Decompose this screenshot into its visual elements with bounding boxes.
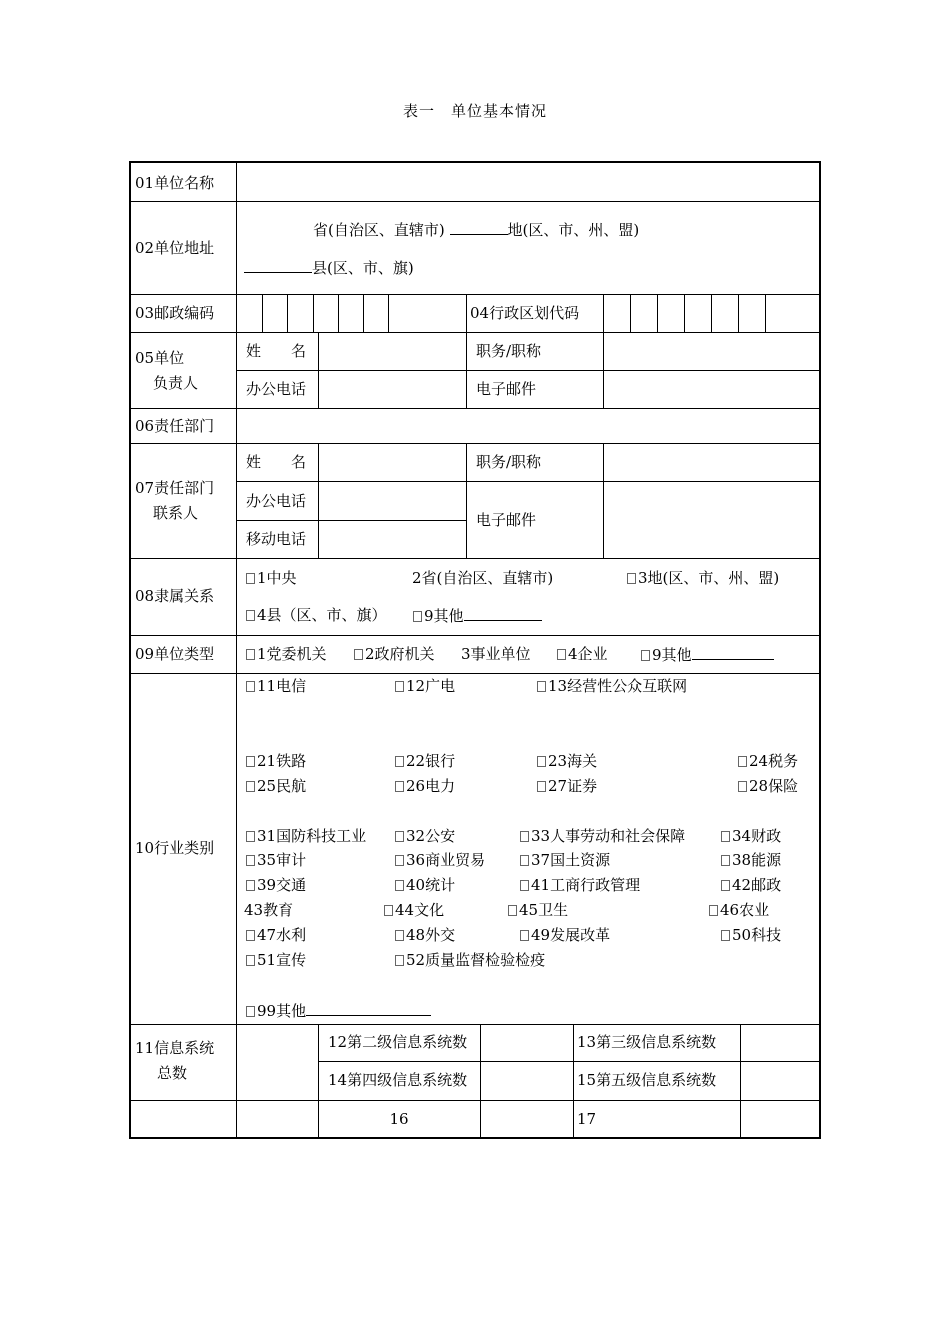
- checkbox-icon[interactable]: [395, 781, 404, 792]
- industry-11[interactable]: 11电信: [246, 677, 306, 695]
- label-unit-type: 09单位类型: [135, 645, 215, 663]
- industry-13[interactable]: 13经营性公众互联网: [537, 677, 687, 695]
- industry-21[interactable]: 21铁路: [246, 752, 306, 770]
- label-unit-head-a: 05单位: [135, 349, 185, 367]
- industry-39[interactable]: 39交通: [246, 876, 306, 894]
- checkbox-icon[interactable]: [537, 756, 546, 767]
- checkbox-icon[interactable]: [395, 855, 404, 866]
- label-postal-code: 03邮政编码: [135, 304, 215, 322]
- unit-type-option-9[interactable]: 9其他: [641, 645, 774, 664]
- industry-32[interactable]: 32公安: [395, 827, 455, 845]
- checkbox-icon[interactable]: [738, 756, 747, 767]
- affiliation-option-4[interactable]: 4县（区、市、旗）: [246, 606, 387, 624]
- industry-44[interactable]: 44文化: [384, 901, 444, 919]
- label-affiliation: 08隶属关系: [135, 587, 215, 605]
- affiliation-other-blank[interactable]: [464, 606, 542, 621]
- checkbox-icon[interactable]: [395, 681, 404, 692]
- checkbox-icon[interactable]: [709, 905, 718, 916]
- checkbox-icon[interactable]: [395, 831, 404, 842]
- checkbox-icon[interactable]: [246, 831, 255, 842]
- label-unit-address: 02单位地址: [135, 239, 215, 257]
- industry-41[interactable]: 41工商行政管理: [520, 876, 640, 894]
- industry-48[interactable]: 48外交: [395, 926, 455, 944]
- label-unit-head-b: 负责人: [153, 374, 199, 392]
- industry-31[interactable]: 31国防科技工业: [246, 827, 366, 845]
- label-contact-title: 职务/职称: [476, 453, 542, 471]
- industry-38[interactable]: 38能源: [721, 851, 781, 869]
- checkbox-icon[interactable]: [738, 781, 747, 792]
- region-blank[interactable]: [450, 220, 508, 235]
- label-contact-email: 电子邮件: [476, 511, 537, 529]
- affiliation-option-3[interactable]: 3地(区、市、州、盟): [627, 569, 779, 587]
- industry-22[interactable]: 22银行: [395, 752, 455, 770]
- affiliation-option-2[interactable]: 2省(自治区、直辖市): [412, 569, 554, 587]
- label-unit-name: 01单位名称: [135, 174, 215, 192]
- unit-type-option-1[interactable]: 1党委机关: [246, 645, 327, 663]
- label-16: 16: [389, 1110, 409, 1128]
- label-email: 电子邮件: [476, 380, 537, 398]
- county-blank[interactable]: [244, 258, 312, 273]
- industry-33[interactable]: 33人事劳动和社会保障: [520, 827, 685, 845]
- industry-45[interactable]: 45卫生: [508, 901, 568, 919]
- industry-27[interactable]: 27证券: [537, 777, 597, 795]
- industry-other-blank[interactable]: [306, 1001, 431, 1016]
- industry-42[interactable]: 42邮政: [721, 876, 781, 894]
- industry-49[interactable]: 49发展改革: [520, 926, 610, 944]
- industry-23[interactable]: 23海关: [537, 752, 597, 770]
- checkbox-icon[interactable]: [520, 855, 529, 866]
- industry-28[interactable]: 28保险: [738, 777, 798, 795]
- industry-50[interactable]: 50科技: [721, 926, 781, 944]
- checkbox-icon[interactable]: [557, 649, 566, 660]
- checkbox-icon[interactable]: [246, 681, 255, 692]
- page-title: 表一 单位基本情况: [402, 102, 547, 120]
- affiliation-option-9[interactable]: 9其他: [413, 606, 542, 625]
- checkbox-icon[interactable]: [395, 930, 404, 941]
- label-industry: 10行业类别: [135, 839, 215, 857]
- unit-info-form: [129, 161, 821, 1139]
- label-level2-count: 12第二级信息系统数: [328, 1033, 468, 1051]
- industry-43[interactable]: 43教育: [244, 901, 294, 919]
- label-contact-name: 姓 名: [246, 453, 307, 471]
- label-office-phone: 办公电话: [246, 380, 307, 398]
- label-level3-count: 13第三级信息系统数: [577, 1033, 717, 1051]
- checkbox-icon[interactable]: [246, 955, 255, 966]
- unit-type-other-blank[interactable]: [692, 645, 774, 660]
- checkbox-icon[interactable]: [508, 905, 517, 916]
- checkbox-icon[interactable]: [641, 650, 650, 661]
- checkbox-icon[interactable]: [246, 649, 255, 660]
- label-contact-a: 07责任部门: [135, 479, 215, 497]
- industry-34[interactable]: 34财政: [721, 827, 781, 845]
- checkbox-icon[interactable]: [413, 611, 422, 622]
- industry-37[interactable]: 37国土资源: [520, 851, 610, 869]
- label-contact-mobile: 移动电话: [246, 530, 307, 548]
- checkbox-icon[interactable]: [520, 880, 529, 891]
- checkbox-icon[interactable]: [354, 649, 363, 660]
- checkbox-icon[interactable]: [246, 756, 255, 767]
- industry-35[interactable]: 35审计: [246, 851, 306, 869]
- address-line-2: 县(区、市、旗): [244, 258, 414, 277]
- industry-52[interactable]: 52质量监督检验检疫: [395, 951, 545, 969]
- label-responsible-dept: 06责任部门: [135, 417, 215, 435]
- checkbox-icon[interactable]: [627, 573, 636, 584]
- industry-99[interactable]: 99其他: [246, 1001, 431, 1020]
- label-admin-code: 04行政区划代码: [470, 304, 580, 322]
- checkbox-icon[interactable]: [520, 930, 529, 941]
- industry-51[interactable]: 51宣传: [246, 951, 306, 969]
- label-contact-office-phone: 办公电话: [246, 492, 307, 510]
- industry-26[interactable]: 26电力: [395, 777, 455, 795]
- label-name: 姓 名: [246, 342, 307, 360]
- unit-type-option-2[interactable]: 2政府机关: [354, 645, 435, 663]
- checkbox-icon[interactable]: [246, 855, 255, 866]
- label-level5-count: 15第五级信息系统数: [577, 1071, 717, 1089]
- checkbox-icon[interactable]: [537, 681, 546, 692]
- affiliation-option-1[interactable]: 1中央: [246, 569, 297, 587]
- checkbox-icon[interactable]: [721, 930, 730, 941]
- checkbox-icon[interactable]: [246, 880, 255, 891]
- label-system-total-b: 总数: [157, 1064, 188, 1082]
- checkbox-icon[interactable]: [395, 955, 404, 966]
- checkbox-icon[interactable]: [246, 1006, 255, 1017]
- label-title: 职务/职称: [476, 342, 542, 360]
- checkbox-icon[interactable]: [520, 831, 529, 842]
- checkbox-icon[interactable]: [395, 880, 404, 891]
- unit-type-option-4[interactable]: 4企业: [557, 645, 608, 663]
- industry-46[interactable]: 46农业: [709, 901, 769, 919]
- checkbox-icon[interactable]: [721, 831, 730, 842]
- industry-12[interactable]: 12广电: [395, 677, 455, 695]
- label-17: 17: [577, 1110, 597, 1128]
- checkbox-icon[interactable]: [246, 573, 255, 584]
- industry-24[interactable]: 24税务: [738, 752, 798, 770]
- industry-36[interactable]: 36商业贸易: [395, 851, 485, 869]
- checkbox-icon[interactable]: [721, 880, 730, 891]
- checkbox-icon[interactable]: [246, 610, 255, 621]
- label-system-total-a: 11信息系统: [135, 1039, 215, 1057]
- label-contact-b: 联系人: [153, 504, 199, 522]
- checkbox-icon[interactable]: [384, 905, 393, 916]
- checkbox-icon[interactable]: [537, 781, 546, 792]
- address-line-1: 省(自治区、直辖市) 地(区、市、州、盟): [313, 221, 640, 239]
- checkbox-icon[interactable]: [246, 930, 255, 941]
- label-level4-count: 14第四级信息系统数: [328, 1071, 468, 1089]
- industry-40[interactable]: 40统计: [395, 876, 455, 894]
- checkbox-icon[interactable]: [395, 756, 404, 767]
- industry-47[interactable]: 47水利: [246, 926, 306, 944]
- checkbox-icon[interactable]: [246, 781, 255, 792]
- checkbox-icon[interactable]: [721, 855, 730, 866]
- unit-type-option-3[interactable]: 3事业单位: [461, 645, 531, 663]
- industry-25[interactable]: 25民航: [246, 777, 306, 795]
